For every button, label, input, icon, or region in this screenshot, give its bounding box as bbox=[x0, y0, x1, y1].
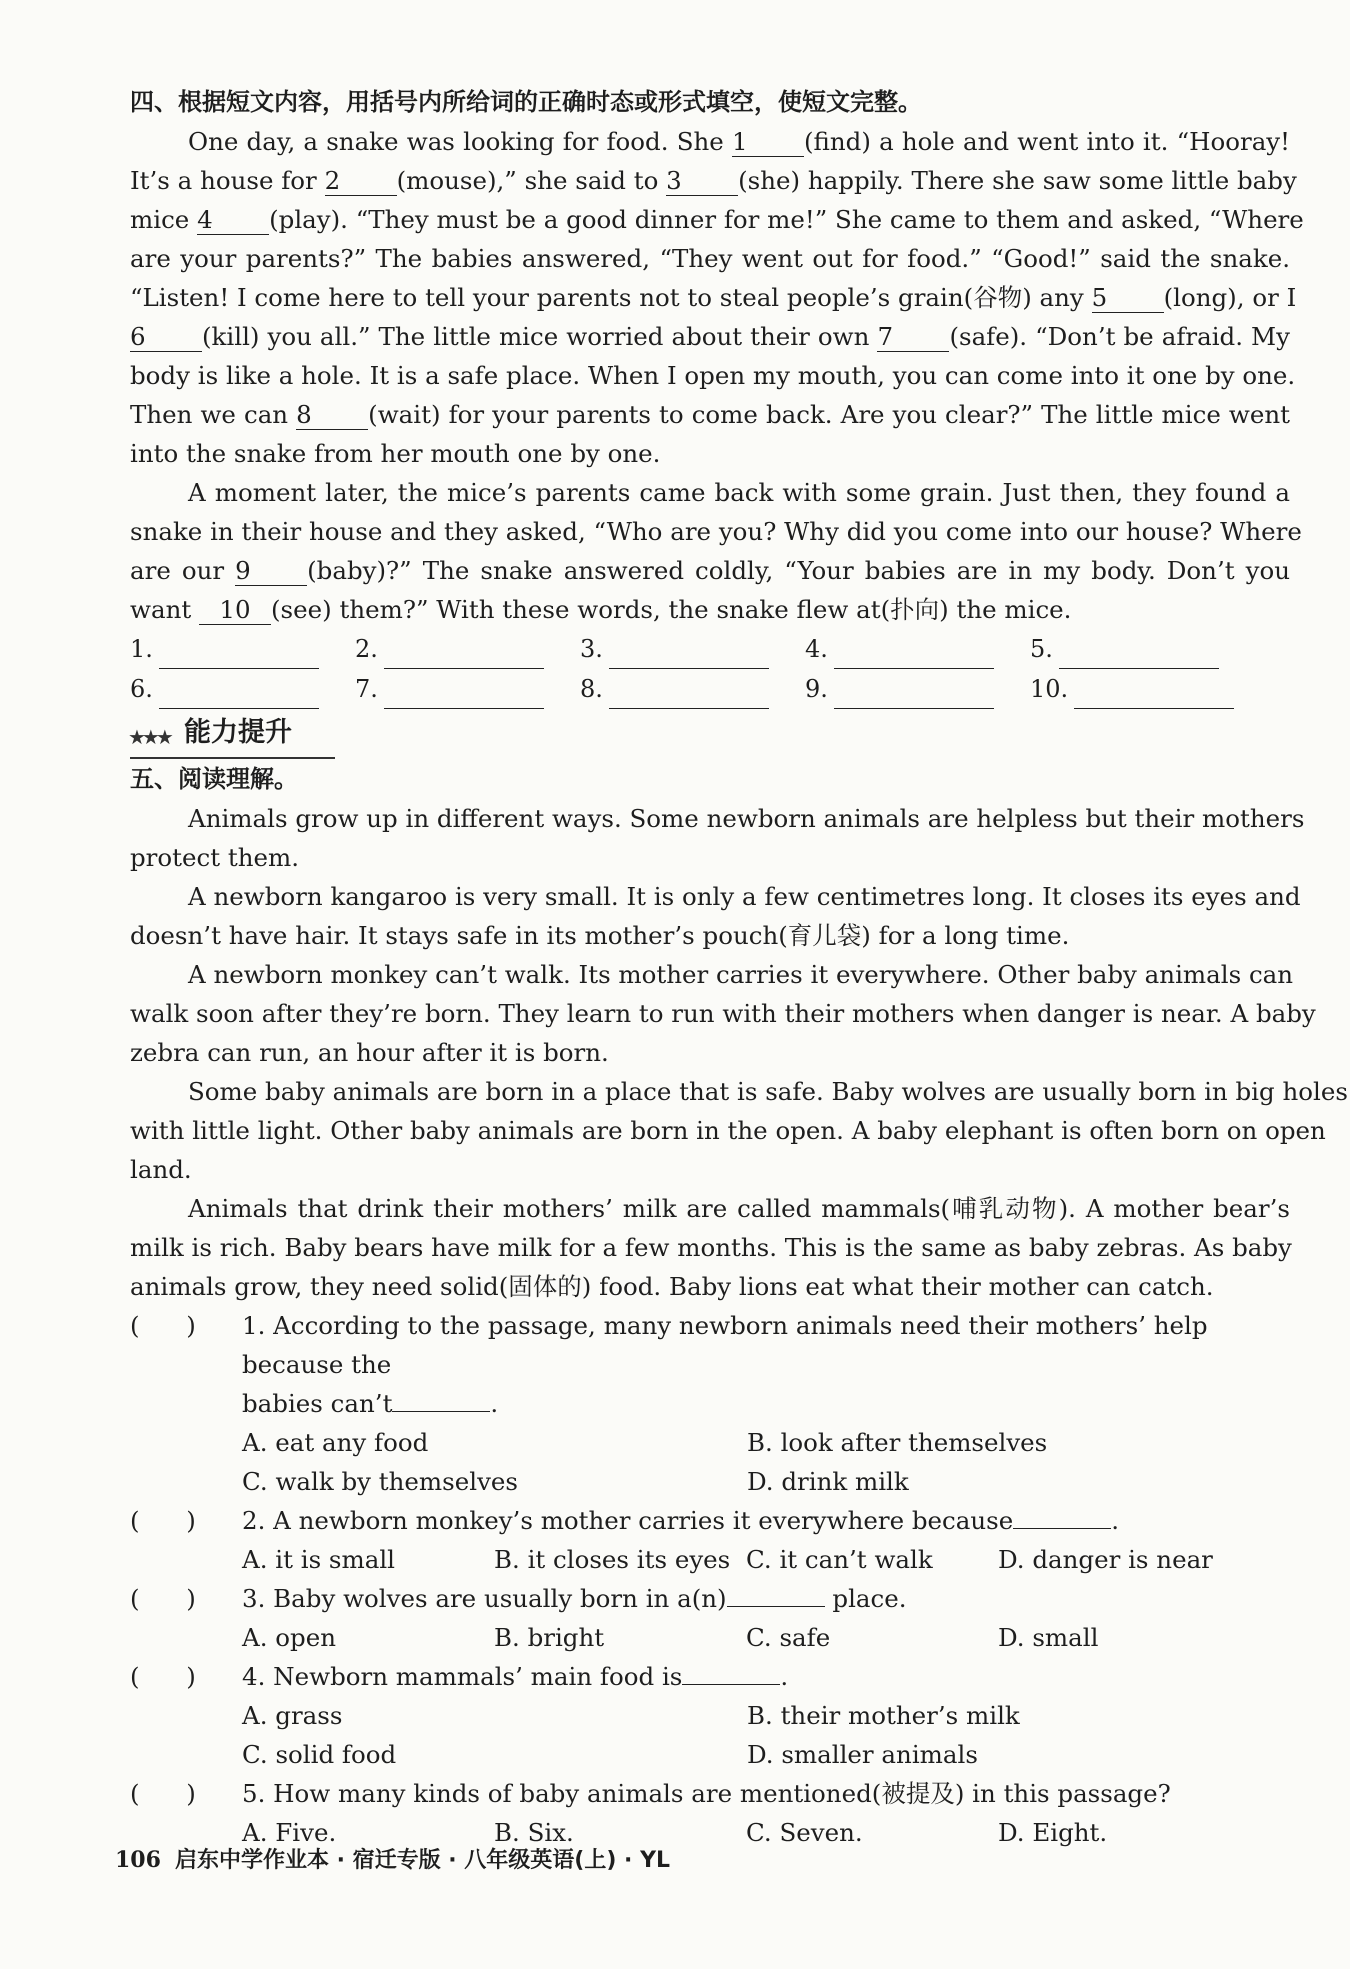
banner-label: 能力提升 bbox=[184, 717, 292, 748]
option-a[interactable]: A. Five. bbox=[242, 1818, 337, 1847]
answer-field[interactable]: 4. bbox=[805, 629, 1030, 669]
question-text: 4. Newborn mammals’ main food is . bbox=[242, 1662, 789, 1691]
question-2 bbox=[130, 1501, 1290, 1540]
answer-field[interactable]: 10. bbox=[1030, 669, 1255, 709]
passage-line: Then we can 8 (wait) for your parents to come back. Are you clear?” The little mice went bbox=[130, 400, 1290, 429]
question-text: 1. According to the passage, many newborn animals need their mothers’ help because the bbox=[242, 1311, 1208, 1379]
blank-8: 8 bbox=[296, 401, 368, 430]
option-b[interactable]: B. bright bbox=[494, 1623, 605, 1652]
option-c[interactable]: C. solid food bbox=[242, 1740, 397, 1769]
answer-field[interactable]: 6. bbox=[130, 669, 355, 709]
option-d[interactable]: D. drink milk bbox=[747, 1467, 909, 1496]
blank-1: 1 bbox=[732, 128, 804, 157]
answer-row-2 bbox=[130, 669, 1290, 709]
answer-bracket[interactable]: ( ) bbox=[130, 1662, 196, 1691]
passage-line: doesn’t have hair. It stays safe in its mother’s pouch(育儿袋) for a long time. bbox=[130, 921, 1070, 950]
blank-2: 2 bbox=[325, 167, 397, 196]
option-a[interactable]: A. open bbox=[242, 1623, 336, 1652]
page-number: 106 bbox=[115, 1847, 161, 1873]
section-4-title: 四、根据短文内容，用括号内所给词的正确时态或形式填空，使短文完整。 bbox=[130, 88, 922, 116]
passage-line: walk soon after they’re born. They learn to run with their mothers when danger is near. A baby bbox=[130, 999, 1316, 1028]
question-text: 2. A newborn monkey’s mother carries it everywhere because . bbox=[242, 1506, 1120, 1535]
passage-line: One day, a snake was looking for food. She 1 (find) a hole and went into it. “Hooray! bbox=[188, 127, 1290, 156]
answer-field[interactable]: 2. bbox=[355, 629, 580, 669]
passage-line: are our 9 (baby)?” The snake answered coldly, “Your babies are in my body. Don’t you bbox=[130, 556, 1290, 585]
option-row bbox=[130, 1735, 1290, 1774]
option-row bbox=[130, 1540, 1290, 1579]
passage-line: A newborn kangaroo is very small. It is only a few centimetres long. It closes its eyes and bbox=[188, 882, 1301, 911]
answer-bracket[interactable]: ( ) bbox=[130, 1779, 196, 1808]
passage-line: milk is rich. Baby bears have milk for a few months. This is the same as baby zebras. As baby bbox=[130, 1233, 1292, 1262]
option-d[interactable]: D. Eight. bbox=[998, 1818, 1108, 1847]
question-list bbox=[130, 1306, 1290, 1852]
passage-line: are your parents?” The babies answered, “They went out for food.” “Good!” said the snake. bbox=[130, 244, 1290, 273]
passage-line: animals grow, they need solid(固体的) food. Baby lions eat what their mother can catch. bbox=[130, 1272, 1214, 1301]
blank-4: 4 bbox=[197, 206, 269, 235]
option-row bbox=[130, 1462, 1290, 1501]
blank-6: 6 bbox=[130, 323, 202, 352]
option-row bbox=[130, 1423, 1290, 1462]
blank-5: 5 bbox=[1092, 284, 1164, 313]
option-c[interactable]: C. walk by themselves bbox=[242, 1467, 518, 1496]
question-text-cont: babies can’t . bbox=[242, 1389, 499, 1418]
answer-field[interactable]: 5. bbox=[1030, 629, 1255, 669]
passage-line: “Listen! I come here to tell your parents not to steal people’s grain(谷物) any 5 (long), or I bbox=[130, 283, 1297, 312]
question-blank bbox=[682, 1660, 780, 1685]
answer-bracket[interactable]: ( ) bbox=[130, 1506, 196, 1535]
answer-field[interactable]: 3. bbox=[580, 629, 805, 669]
passage-line: into the snake from her mouth one by one. bbox=[130, 439, 661, 468]
option-c[interactable]: C. safe bbox=[746, 1623, 831, 1652]
passage-line: It’s a house for 2 (mouse),” she said to 3 (she) happily. There she saw some little baby bbox=[130, 166, 1297, 195]
question-1 bbox=[130, 1306, 1290, 1384]
answer-bracket[interactable]: ( ) bbox=[130, 1584, 196, 1613]
option-b[interactable]: B. their mother’s milk bbox=[747, 1701, 1020, 1730]
answer-row-1 bbox=[130, 629, 1290, 669]
answer-field[interactable]: 9. bbox=[805, 669, 1030, 709]
ability-banner bbox=[130, 713, 1290, 759]
passage-line: Some baby animals are born in a place that is safe. Baby wolves are usually born in big holes bbox=[188, 1077, 1348, 1106]
banner-divider bbox=[130, 757, 335, 759]
option-c[interactable]: C. Seven. bbox=[746, 1818, 863, 1847]
answer-field[interactable]: 1. bbox=[130, 629, 355, 669]
option-a[interactable]: A. eat any food bbox=[242, 1428, 429, 1457]
question-blank bbox=[727, 1582, 825, 1607]
passage-line: mice 4 (play). “They must be a good dinner for me!” She came to them and asked, “Where bbox=[130, 205, 1304, 234]
passage-line: A moment later, the mice’s parents came back with some grain. Just then, they found a bbox=[188, 478, 1290, 507]
answer-field[interactable]: 8. bbox=[580, 669, 805, 709]
option-d[interactable]: D. smaller animals bbox=[747, 1740, 978, 1769]
passage-line: protect them. bbox=[130, 843, 299, 872]
passage-line: Animals that drink their mothers’ milk are called mammals(哺乳动物). A mother bear’s bbox=[188, 1194, 1290, 1223]
blank-10: 10 bbox=[199, 596, 271, 625]
blank-7: 7 bbox=[877, 323, 949, 352]
question-text: 5. How many kinds of baby animals are mentioned(被提及) in this passage? bbox=[242, 1779, 1171, 1808]
passage-line: A newborn monkey can’t walk. Its mother carries it everywhere. Other baby animals can bbox=[188, 960, 1294, 989]
option-d[interactable]: D. small bbox=[998, 1623, 1099, 1652]
question-blank bbox=[1013, 1504, 1111, 1529]
passage-line: Animals grow up in different ways. Some newborn animals are helpless but their mothers bbox=[188, 804, 1305, 833]
option-d[interactable]: D. danger is near bbox=[998, 1545, 1213, 1574]
section-5-title: 五、阅读理解。 bbox=[130, 765, 298, 793]
worksheet-page bbox=[128, 82, 1348, 1852]
passage-line: 6 (kill) you all.” The little mice worried about their own 7 (safe). “Don’t be afraid. My bbox=[130, 322, 1290, 351]
question-5 bbox=[130, 1774, 1290, 1813]
answer-bracket[interactable]: ( ) bbox=[130, 1311, 196, 1340]
option-row bbox=[130, 1696, 1290, 1735]
reading-passage bbox=[130, 799, 1348, 1306]
question-4 bbox=[130, 1657, 1290, 1696]
passage-line: land. bbox=[130, 1155, 192, 1184]
stars-icon: ★★★ bbox=[128, 725, 170, 749]
option-b[interactable]: B. it closes its eyes bbox=[494, 1545, 731, 1574]
option-b[interactable]: B. look after themselves bbox=[747, 1428, 1048, 1457]
option-a[interactable]: A. grass bbox=[242, 1701, 343, 1730]
option-row bbox=[130, 1618, 1290, 1657]
book-title: 启东中学作业本 · 宿迁专版 · 八年级英语(上) · YL bbox=[174, 1848, 671, 1873]
question-blank bbox=[392, 1387, 490, 1412]
passage-line: zebra can run, an hour after it is born. bbox=[130, 1038, 609, 1067]
option-a[interactable]: A. it is small bbox=[242, 1545, 396, 1574]
question-text: 3. Baby wolves are usually born in a(n) place. bbox=[242, 1584, 907, 1613]
passage-line: body is like a hole. It is a safe place. When I open my mouth, you can come into it one by one. bbox=[130, 361, 1296, 390]
blank-3: 3 bbox=[666, 167, 738, 196]
passage-line: snake in their house and they asked, “Who are you? Why did you come into our house? Where bbox=[130, 517, 1302, 546]
passage-line: want 10 (see) them?” With these words, the snake flew at(扑向) the mice. bbox=[130, 595, 1072, 624]
passage-line: with little light. Other baby animals are born in the open. A baby elephant is often born on open bbox=[130, 1116, 1326, 1145]
option-c[interactable]: C. it can’t walk bbox=[746, 1545, 933, 1574]
blank-9: 9 bbox=[235, 557, 307, 586]
page-footer bbox=[115, 1845, 670, 1876]
answer-field[interactable]: 7. bbox=[355, 669, 580, 709]
question-3 bbox=[130, 1579, 1290, 1618]
option-b[interactable]: B. Six. bbox=[494, 1818, 574, 1847]
